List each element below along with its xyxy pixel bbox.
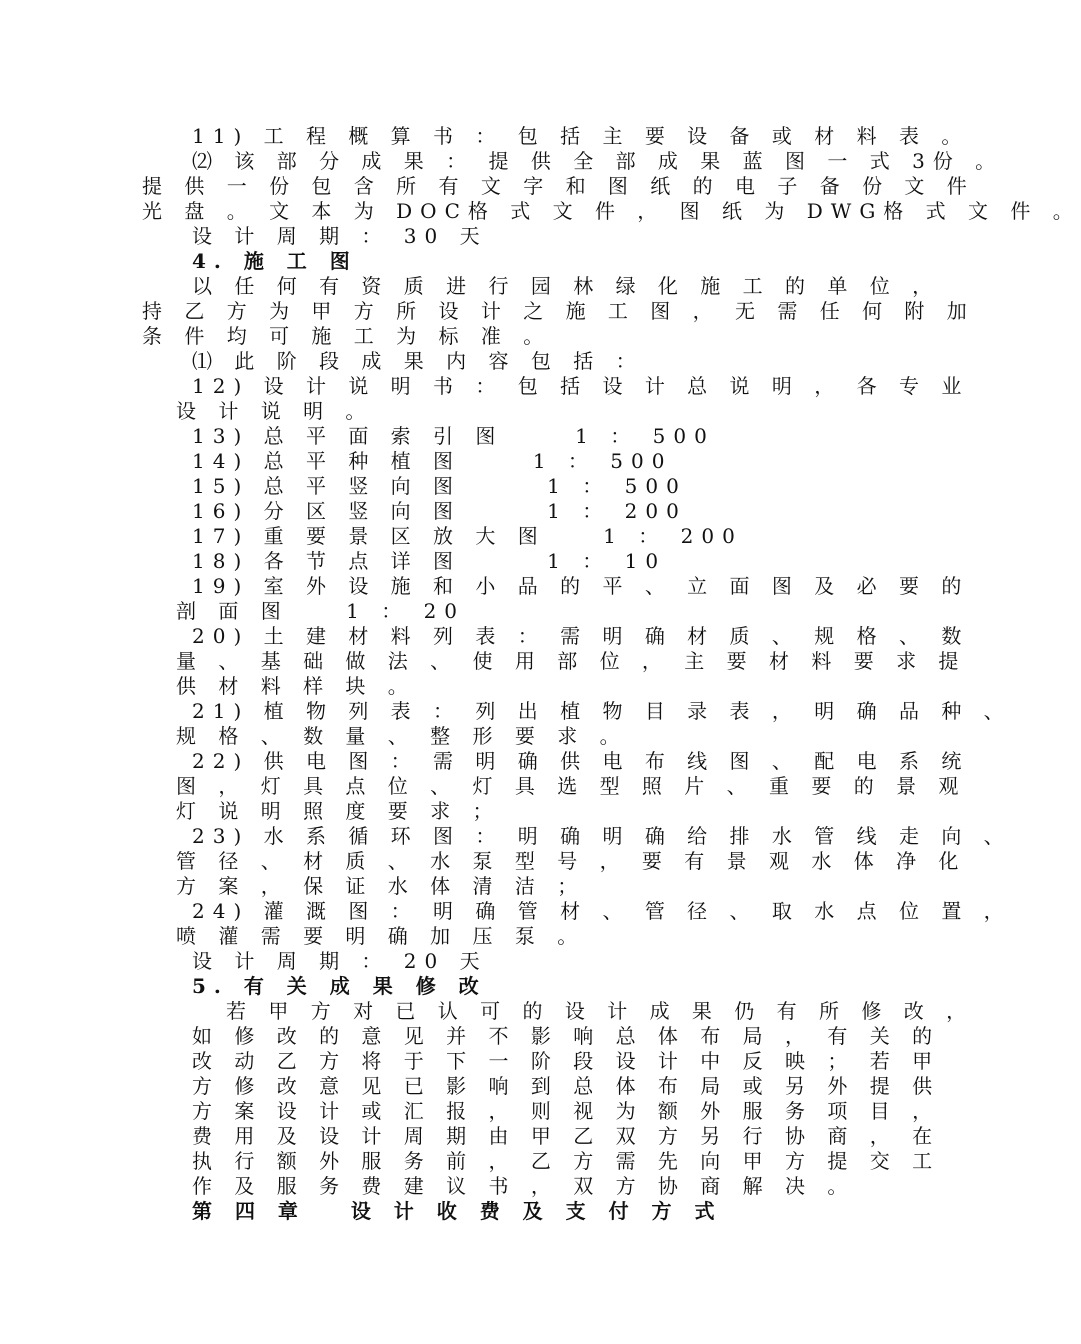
text-line: 费 用 及 设 计 周 期 由 甲 乙 双 方 另 行 协 商 ， 在 bbox=[192, 1124, 941, 1148]
text-line: ⑵ 该 部 分 成 果 ： 提 供 全 部 成 果 蓝 图 一 式 3份 。 bbox=[192, 149, 1004, 173]
text-line: 19) 室 外 设 施 和 小 品 的 平 、 立 面 图 及 必 要 的 bbox=[192, 574, 970, 598]
text-line: 灯 说 明 照 度 要 求 ； bbox=[176, 799, 501, 823]
text-line: 15) 总 平 竖 向 图 1 ： 500 bbox=[192, 474, 687, 498]
text-line: 17) 重 要 景 区 放 大 图 1 ： 200 bbox=[192, 524, 743, 548]
text-line: 持 乙 方 为 甲 方 所 设 计 之 施 工 图 ， 无 需 任 何 附 加 bbox=[142, 299, 975, 323]
text-line: 方 案 设 计 或 汇 报 ， 则 视 为 额 外 服 务 项 目 ， bbox=[192, 1099, 941, 1123]
text-line: 12) 设 计 说 明 书 ： 包 括 设 计 总 说 明 ， 各 专 业 bbox=[192, 374, 970, 398]
section-heading: 4. 施 工 图 bbox=[192, 249, 358, 273]
text-line: 13) 总 平 面 索 引 图 1 ： 500 bbox=[192, 424, 715, 448]
text-line: 量 、 基 础 做 法 、 使 用 部 位 ， 主 要 材 料 要 求 提 bbox=[176, 649, 967, 673]
text-line: 改 动 乙 方 将 于 下 一 阶 段 设 计 中 反 映 ； 若 甲 bbox=[192, 1049, 941, 1073]
text-line: 11) 工 程 概 算 书 ： 包 括 主 要 设 备 或 材 料 表 。 bbox=[192, 124, 970, 148]
text-line: 光 盘 。 文 本 为 DOC格 式 文 件 ， 图 纸 为 DWG格 式 文 件 。 bbox=[142, 199, 1081, 223]
text-line: 21) 植 物 列 表 ： 列 出 植 物 目 录 表 ， 明 确 品 种 、 bbox=[192, 699, 1012, 723]
section-heading: 5. 有 关 成 果 修 改 bbox=[192, 974, 487, 998]
text-line: 方 修 改 意 见 已 影 响 到 总 体 布 局 或 另 外 提 供 bbox=[192, 1074, 941, 1098]
text-line: 执 行 额 外 服 务 前 ， 乙 方 需 先 向 甲 方 提 交 工 bbox=[192, 1149, 941, 1173]
text-line: 提 供 一 份 包 含 所 有 文 字 和 图 纸 的 电 子 备 份 文 件 bbox=[142, 174, 975, 198]
text-line: 图 ， 灯 具 点 位 、 灯 具 选 型 照 片 、 重 要 的 景 观 bbox=[176, 774, 967, 798]
text-line: 供 材 料 样 块 。 bbox=[176, 674, 416, 698]
text-line: 管 径 、 材 质 、 水 泵 型 号 ， 要 有 景 观 水 体 净 化 bbox=[176, 849, 967, 873]
text-line: 条 件 均 可 施 工 为 标 准 。 bbox=[142, 324, 552, 348]
text-line: 14) 总 平 种 植 图 1 ： 500 bbox=[192, 449, 673, 473]
text-line: 如 修 改 的 意 见 并 不 影 响 总 体 布 局 ， 有 关 的 bbox=[192, 1024, 941, 1048]
text-line: 24) 灌 溉 图 ： 明 确 管 材 、 管 径 、 取 水 点 位 置 ， bbox=[192, 899, 1012, 923]
text-line: 设 计 说 明 。 bbox=[176, 399, 374, 423]
text-line: 22) 供 电 图 ： 需 明 确 供 电 布 线 图 、 配 电 系 统 bbox=[192, 749, 970, 773]
chapter-heading: 第 四 章 设 计 收 费 及 支 付 方 式 bbox=[192, 1199, 723, 1223]
text-line: 剖 面 图 1 ： 20 bbox=[176, 599, 466, 623]
text-line: 18) 各 节 点 详 图 1 ： 10 bbox=[192, 549, 667, 573]
text-line: ⑴ 此 阶 段 成 果 内 容 包 括 ： bbox=[192, 349, 644, 373]
text-line: 23) 水 系 循 环 图 ： 明 确 明 确 给 排 水 管 线 走 向 、 bbox=[192, 824, 1012, 848]
text-line: 以 任 何 有 资 质 进 行 园 林 绿 化 施 工 的 单 位 ， bbox=[192, 274, 941, 298]
text-line: 设 计 周 期 ： 30 天 bbox=[192, 224, 488, 248]
text-line: 20) 土 建 材 料 列 表 ： 需 明 确 材 质 、 规 格 、 数 bbox=[192, 624, 970, 648]
text-line: 喷 灌 需 要 明 确 加 压 泵 。 bbox=[176, 924, 586, 948]
text-line: 方 案 ， 保 证 水 体 清 洁 ； bbox=[176, 874, 586, 898]
text-line: 规 格 、 数 量 、 整 形 要 求 。 bbox=[176, 724, 628, 748]
text-line: 16) 分 区 竖 向 图 1 ： 200 bbox=[192, 499, 687, 523]
text-line: 作 及 服 务 费 建 议 书 ， 双 方 协 商 解 决 。 bbox=[192, 1174, 856, 1198]
text-line: 若 甲 方 对 已 认 可 的 设 计 成 果 仍 有 所 修 改 ， bbox=[226, 999, 975, 1023]
text-line: 设 计 周 期 ： 20 天 bbox=[192, 949, 488, 973]
